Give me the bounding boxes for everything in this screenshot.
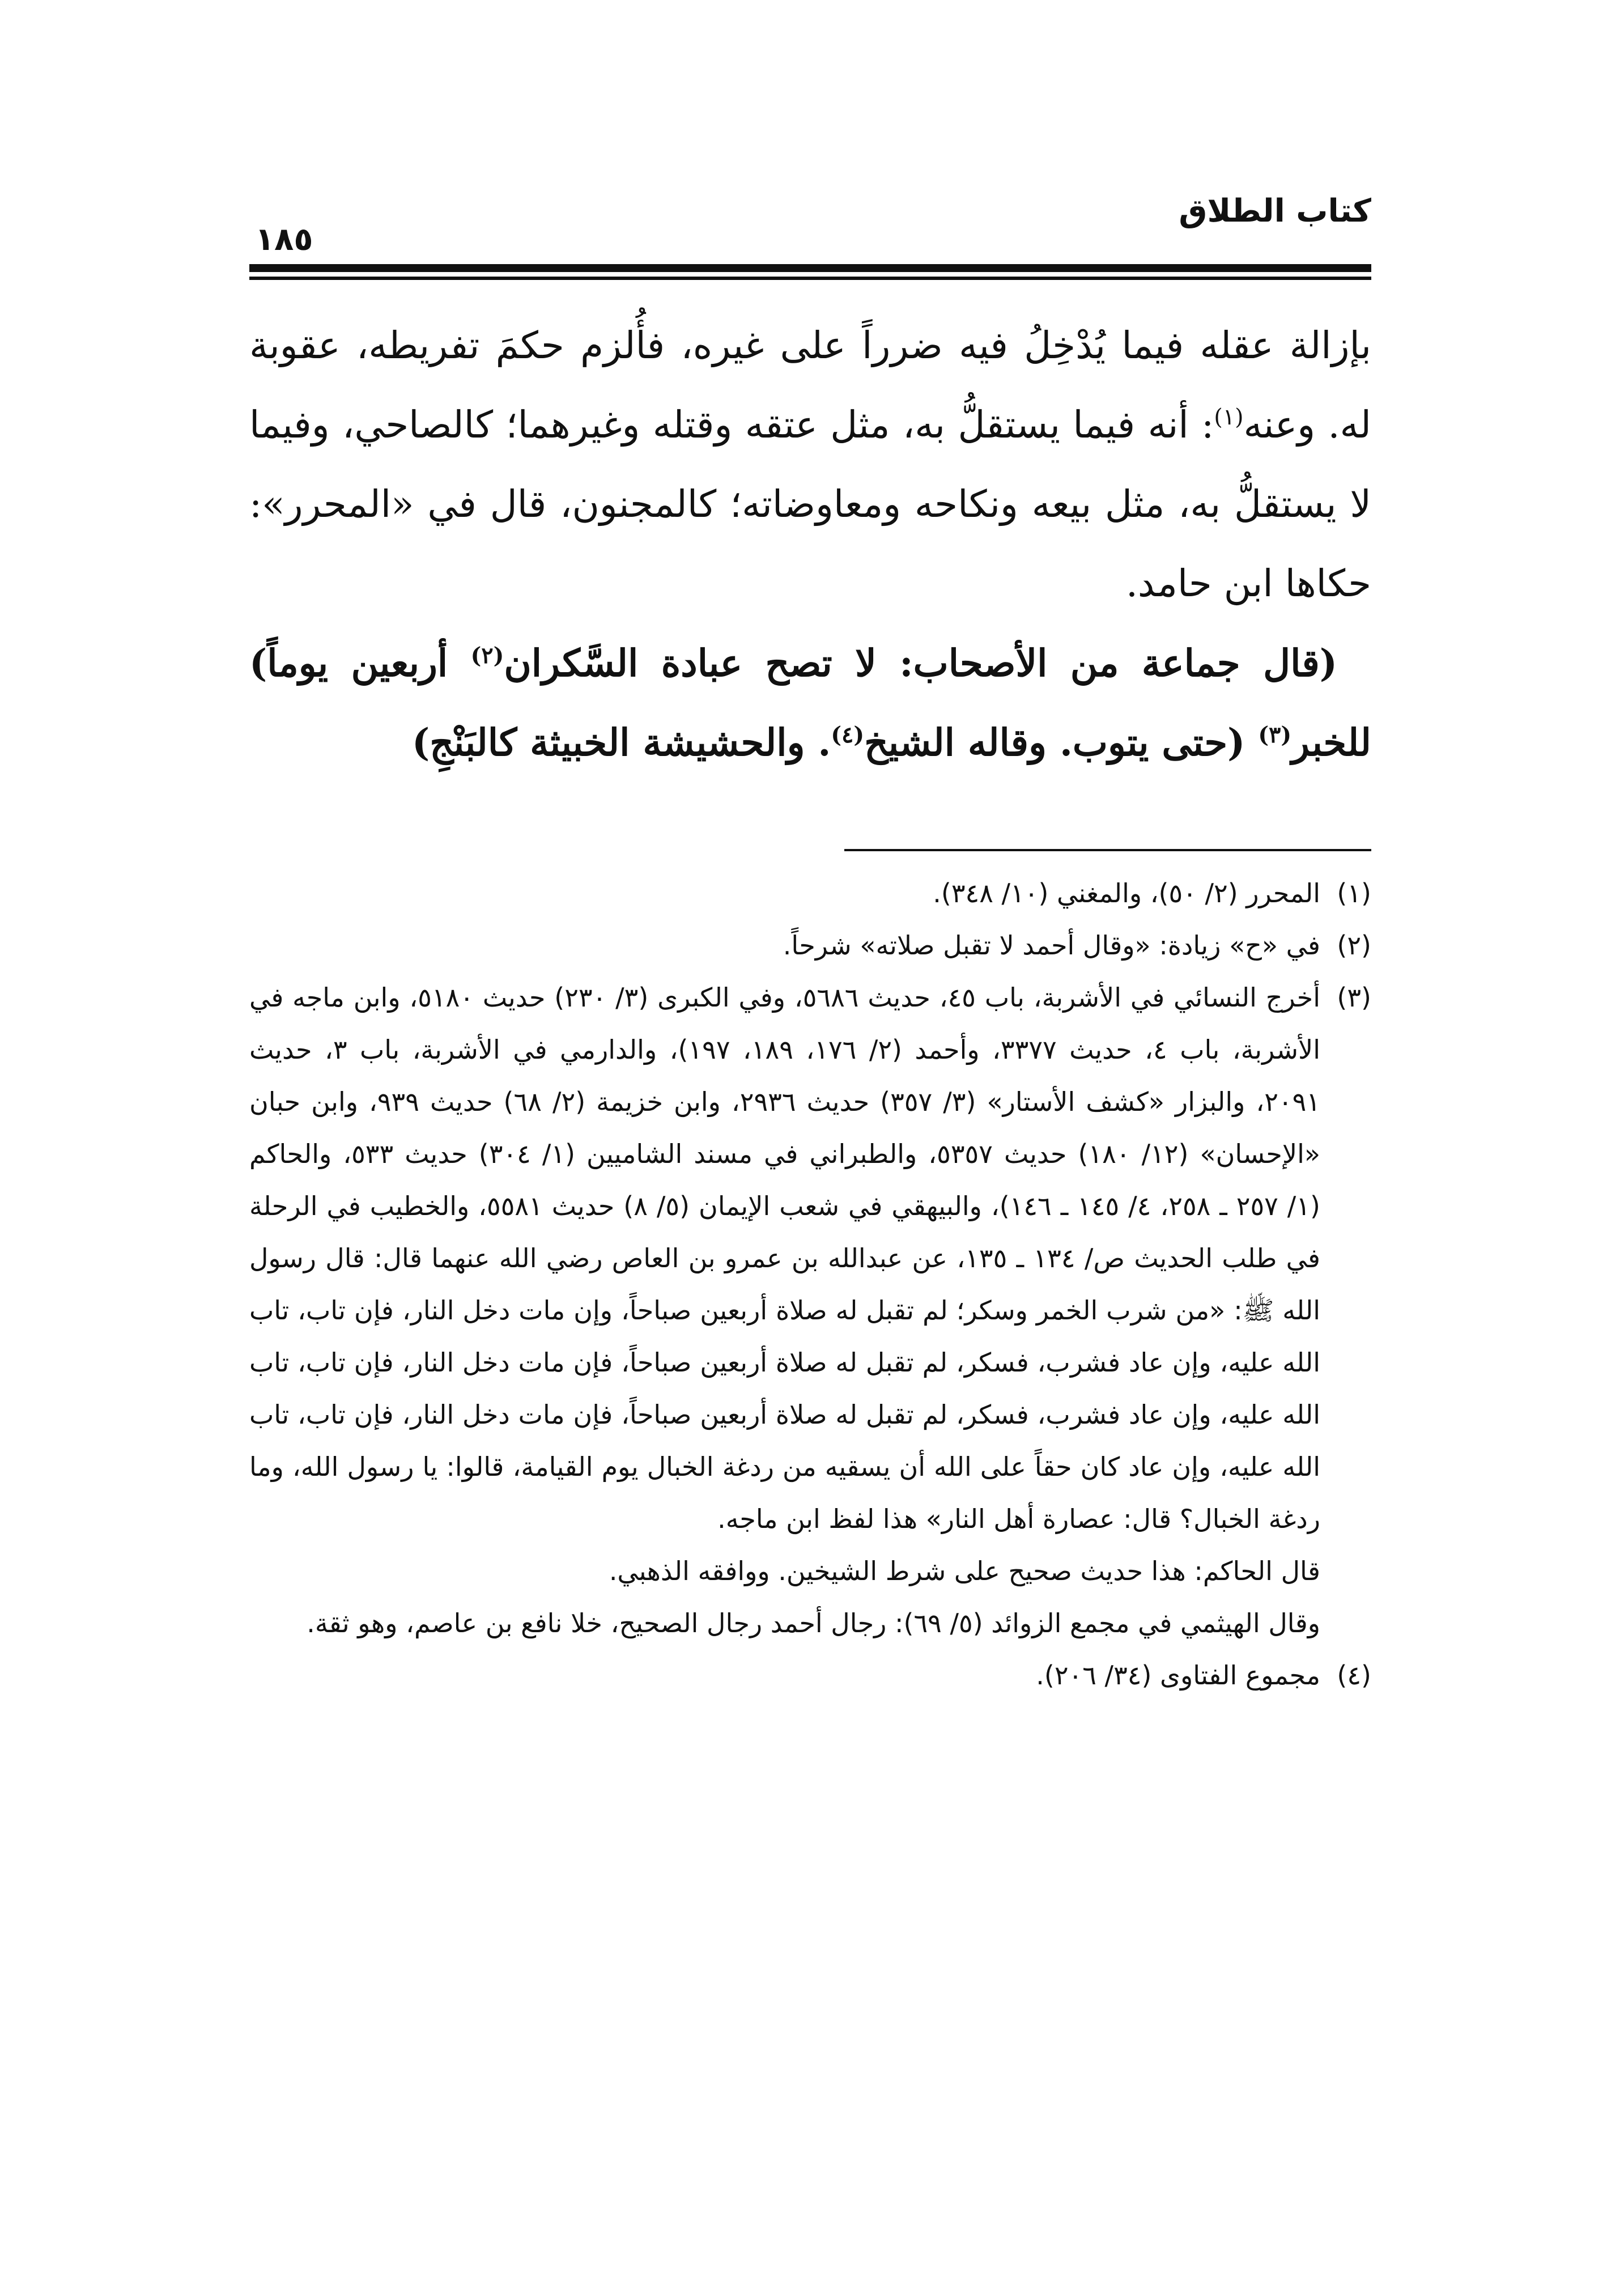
main-paragraph-2-text-c: (حتى يتوب. وقاله الشيخ <box>864 720 1259 765</box>
main-paragraph-2 <box>249 623 1371 782</box>
footnote-1-number: (١) <box>1337 878 1371 908</box>
main-paragraph-1 <box>249 306 1371 623</box>
footnote-4 <box>249 1649 1371 1701</box>
main-text <box>249 306 1371 782</box>
footnote-ref-4: (٤) <box>831 722 865 748</box>
footnote-ref-3: (٣) <box>1258 722 1292 748</box>
footnote-ref-1: (١) <box>1214 404 1244 430</box>
main-paragraph-2-text-a: (قال جماعة من الأصحاب: لا تصح عبادة السَّكران <box>504 641 1337 685</box>
main-paragraph-2-text-b: أربعين يوماً) للخبر <box>249 641 1371 765</box>
book-title: كتاب الطلاق <box>1179 193 1371 230</box>
footnote-2-number: (٢) <box>1337 930 1371 961</box>
footnote-4-number: (٤) <box>1337 1660 1371 1691</box>
footnote-3-text: أخرج النسائي في الأشربة، باب ٤٥، حديث ٥٦٨٦، وفي الكبرى (٣/ ٢٣٠) حديث ٥١٨٠، وابن ماجه في الأشربة، باب ٤، حديث ٣٣٧٧، وأحمد (٢/ ١٧٦، ١٨٩، ١٩٧)، والدارمي في الأشربة، باب ٣، حديث ٢٠٩١، والبزار «كشف الأستار» (٣/ ٣٥٧) حديث ٢٩٣٦، وابن خزيمة (٢/ ٦٨) حديث ٩٣٩، وابن حبان «الإحسان» (١٢/ ١٨٠) حديث ٥٣٥٧، والطبراني في مسند الشاميين (١/ ٣٠٤) حديث ٥٣٣، والحاكم (١/ ٢٥٧ ـ ٢٥٨، ٤/ ١٤٥ ـ ١٤٦)، والبيهقي في شعب الإيمان (٥/ ٨) حديث ٥٥٨١، والخطيب في الرحلة في طلب الحديث ص/ ١٣٤ ـ ١٣٥، عن عبدالله بن عمرو بن العاص رضي الله عنهما قال: قال رسول الله ﷺ: «من شرب الخمر وسكر؛ لم تقبل له صلاة أربعين صباحاً، وإن مات دخل النار، فإن تاب، تاب الله عليه، وإن عاد فشرب، فسكر، لم تقبل له صلاة أربعين صباحاً، فإن مات دخل النار، فإن تاب، تاب الله عليه، وإن عاد فشرب، فسكر، لم تقبل له صلاة أربعين صباحاً، فإن مات دخل النار، فإن تاب، تاب الله عليه، وإن عاد كان حقاً على الله أن يسقيه من ردغة الخبال يوم القيامة، قالوا: يا رسول الله، وما ردغة الخبال؟ قال: عصارة أهل النار» هذا لفظ ابن ماجه. <box>249 982 1321 1534</box>
main-paragraph-2-text-d: . والحشيشة الخبيثة كالبَنْجِ) <box>412 720 831 765</box>
footnote-2-text: في «ح» زيادة: «وقال أحمد لا تقبل صلاته» شرحاً. <box>783 930 1320 961</box>
header-rule-thick <box>249 264 1371 272</box>
page-number: ١٨٥ <box>255 221 313 258</box>
footnote-1 <box>249 867 1371 919</box>
main-paragraph-1-text-a: بإزالة عقله فيما يُدْخِلُ فيه ضرراً على غيره، فأُلزم حكمَ تفريطه، عقوبة له. وعنه <box>249 324 1371 447</box>
footnote-1-text: المحرر (٢/ ٥٠)، والمغني (١٠/ ٣٤٨). <box>933 878 1320 908</box>
footnote-3-note-haythami: وقال الهيثمي في مجمع الزوائد (٥/ ٦٩): رجال أحمد رجال الصحيح، خلا نافع بن عاصم، وهو ثقة. <box>307 1608 1320 1638</box>
footnote-divider <box>844 849 1371 851</box>
footnote-3-number: (٣) <box>1337 982 1371 1013</box>
footnote-4-text: مجموع الفتاوى (٣٤/ ٢٠٦). <box>1036 1660 1320 1691</box>
page-header <box>249 187 1371 266</box>
header-rule <box>249 264 1371 283</box>
main-paragraph-1-text-b: : أنه فيما يستقلُّ به، مثل عتقه وقتله وغيرهما؛ كالصاحي، وفيما لا يستقلُّ به، مثل بيعه ونكاحه ومعاوضاته؛ كالمجنون، قال في «المحرر»: حكاها ابن حامد. <box>249 403 1371 605</box>
footnote-3-note-hakim: قال الحاكم: هذا حديث صحيح على شرط الشيخين. ووافقه الذهبي. <box>609 1556 1320 1586</box>
footnote-2 <box>249 919 1371 971</box>
footnote-ref-2: (٢) <box>470 643 504 669</box>
header-rule-thin <box>249 277 1371 280</box>
footnotes <box>249 867 1371 1701</box>
footnote-3 <box>249 971 1371 1545</box>
